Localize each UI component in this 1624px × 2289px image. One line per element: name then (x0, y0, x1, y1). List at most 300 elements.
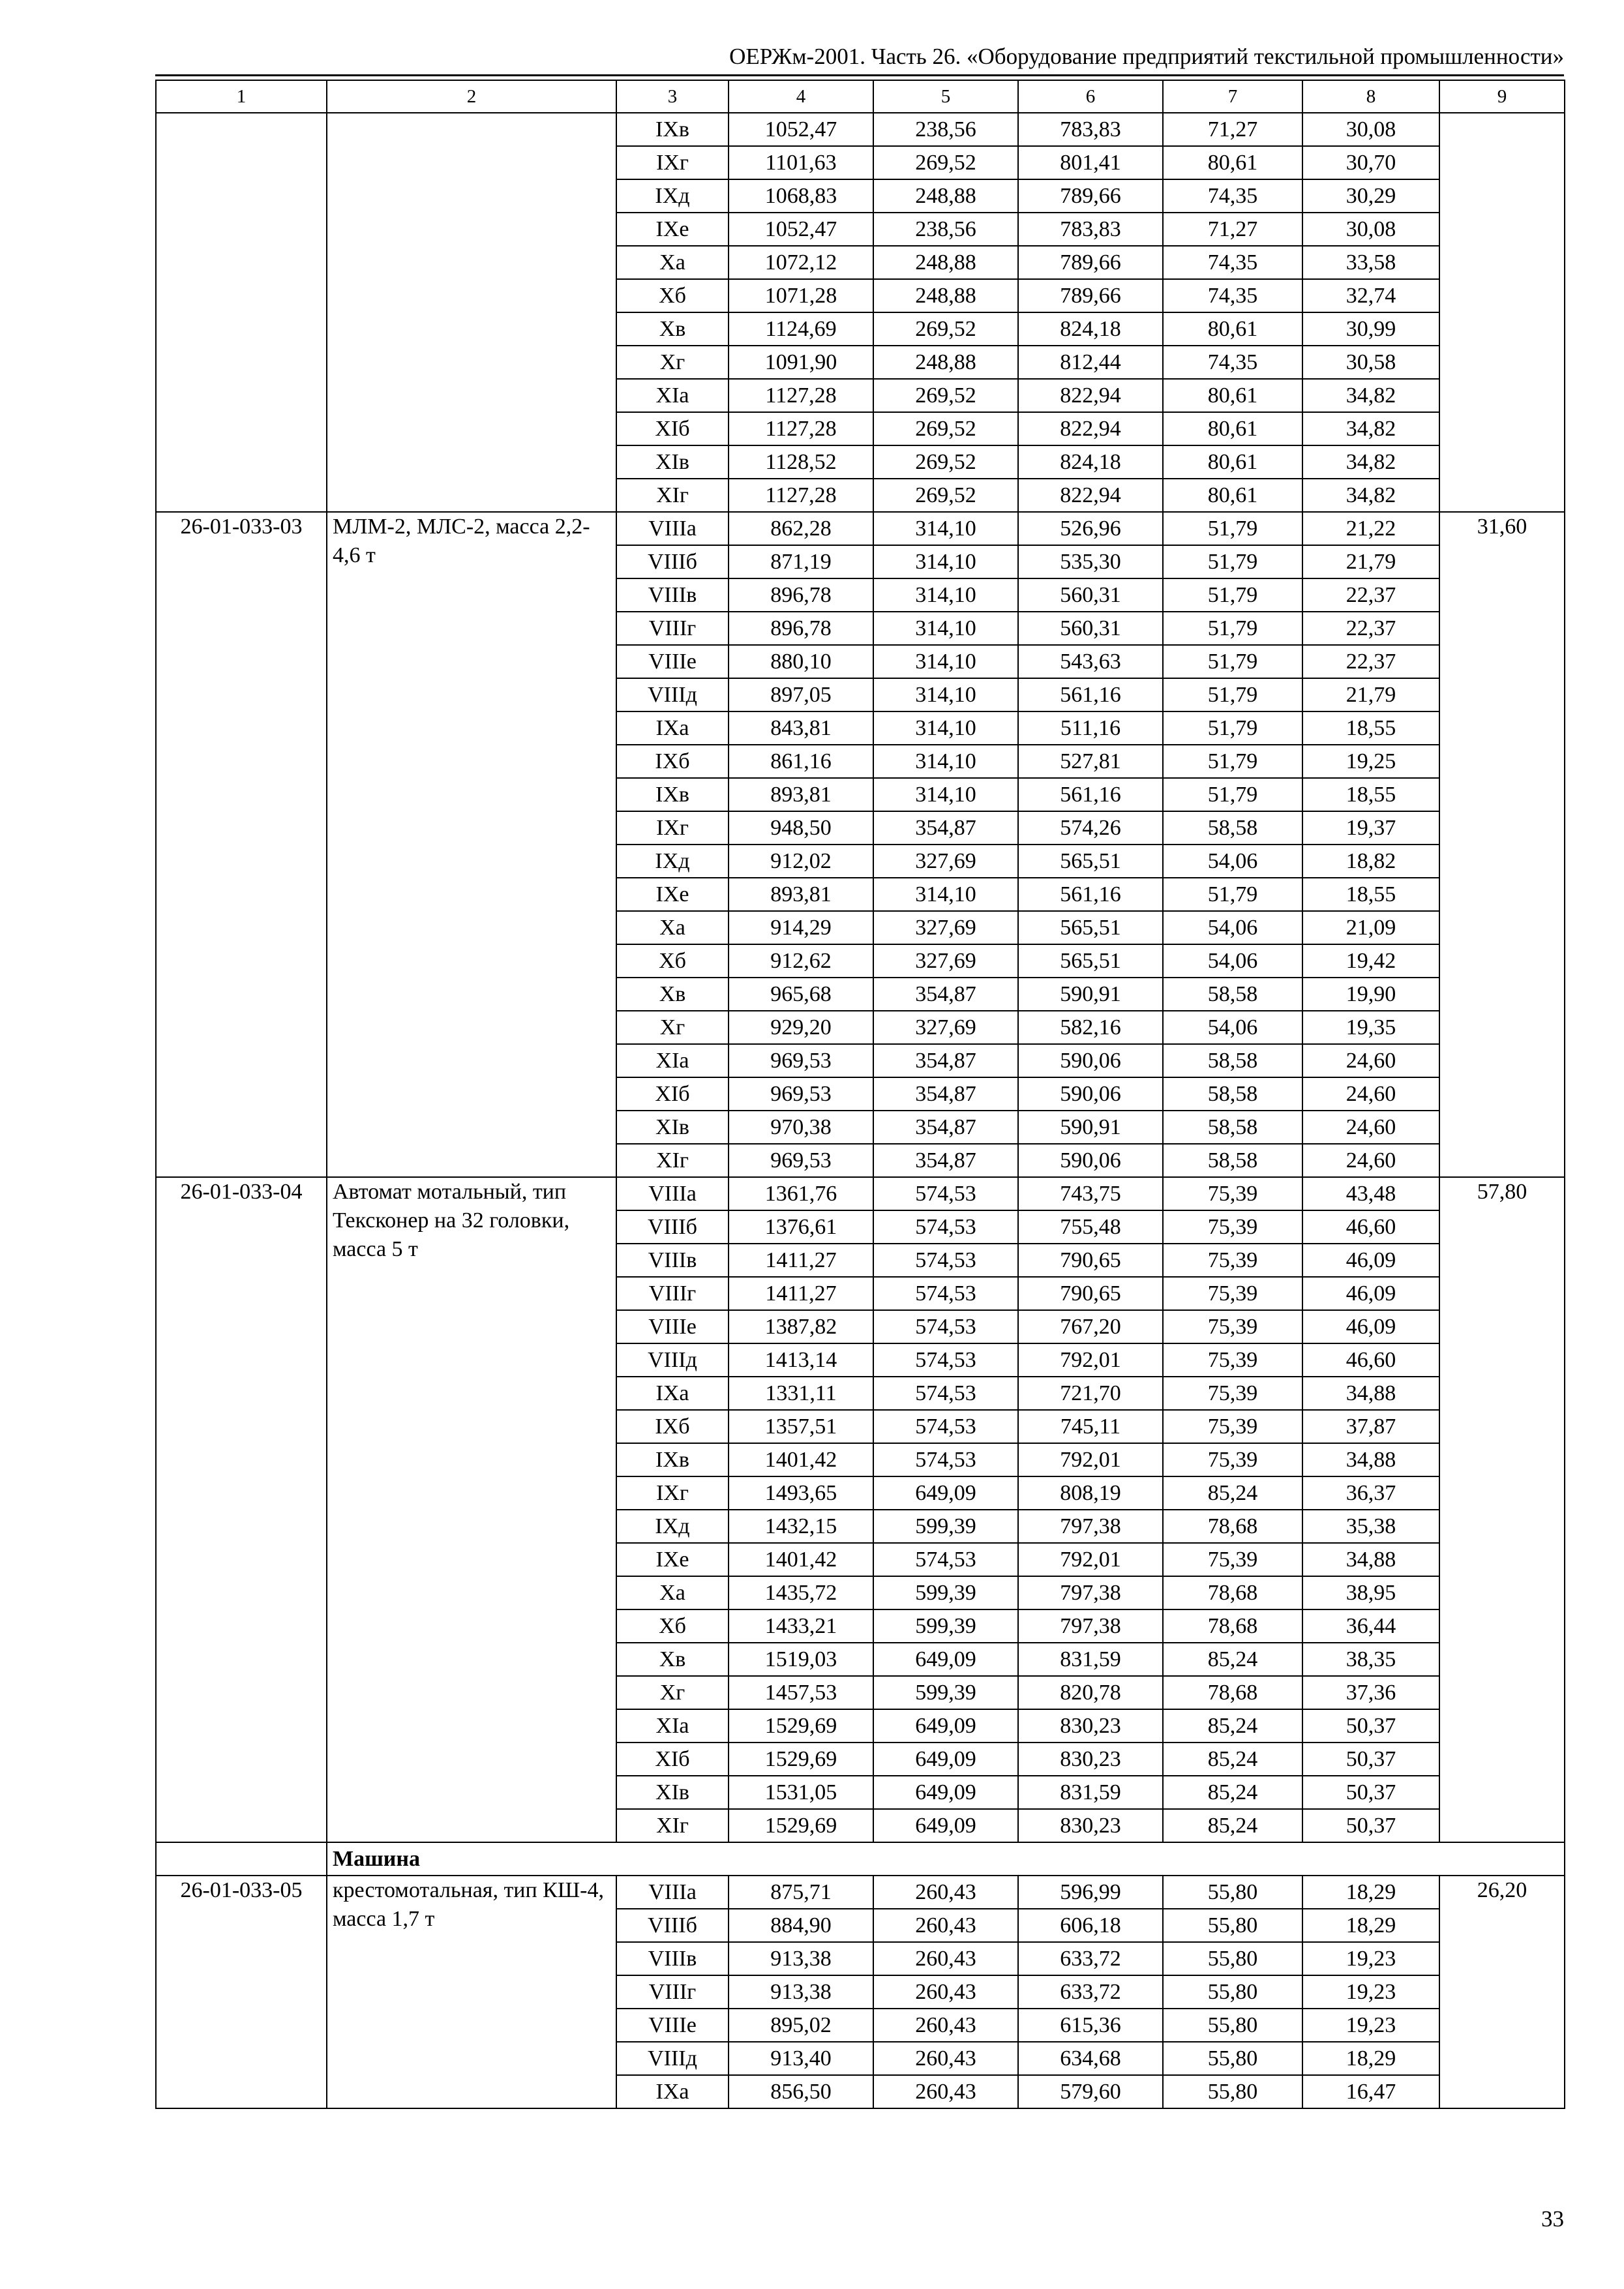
category-cell: IXе (616, 1543, 729, 1576)
machinist-wage-cell: 51,79 (1163, 512, 1302, 545)
category-cell: Xа (616, 246, 729, 279)
total-cost-cell: 843,81 (729, 711, 873, 745)
category-cell: IXв (616, 113, 729, 146)
machinist-wage-cell: 74,35 (1163, 179, 1302, 213)
wage-cost-cell: 248,88 (873, 179, 1018, 213)
wage-cost-cell: 314,10 (873, 645, 1018, 678)
total-cost-cell: 893,81 (729, 778, 873, 811)
total-cost-cell: 1519,03 (729, 1643, 873, 1676)
category-cell: VIIIа (616, 1177, 729, 1210)
material-cost-cell: 24,60 (1302, 1044, 1439, 1077)
category-cell: XIв (616, 1111, 729, 1144)
material-cost-cell: 24,60 (1302, 1144, 1439, 1177)
category-cell: XIб (616, 1743, 729, 1776)
total-cost-cell: 875,71 (729, 1876, 873, 1909)
wage-cost-cell: 327,69 (873, 911, 1018, 944)
total-cost-cell: 1413,14 (729, 1343, 873, 1377)
material-cost-cell: 46,60 (1302, 1343, 1439, 1377)
machine-cost-cell: 565,51 (1018, 845, 1163, 878)
column-number: 5 (873, 80, 1018, 113)
total-cost-cell: 897,05 (729, 678, 873, 711)
machine-cost-cell: 596,99 (1018, 1876, 1163, 1909)
page-header-title: ОЕРЖм-2001. Часть 26. «Оборудование предприятий текстильной промышленности» (729, 44, 1564, 69)
machinist-wage-cell: 54,06 (1163, 1011, 1302, 1044)
category-cell: XIа (616, 1709, 729, 1743)
wage-cost-cell: 327,69 (873, 944, 1018, 978)
machinist-wage-cell: 75,39 (1163, 1210, 1302, 1244)
column-number: 1 (156, 80, 327, 113)
machine-cost-cell: 801,41 (1018, 146, 1163, 179)
total-cost-cell: 965,68 (729, 978, 873, 1011)
category-cell: IXг (616, 146, 729, 179)
material-cost-cell: 30,70 (1302, 146, 1439, 179)
machine-cost-cell: 797,38 (1018, 1576, 1163, 1609)
category-cell: Xг (616, 346, 729, 379)
wage-cost-cell: 649,09 (873, 1476, 1018, 1510)
machinist-wage-cell: 58,58 (1163, 1111, 1302, 1144)
machinist-wage-cell: 75,39 (1163, 1277, 1302, 1310)
machinist-wage-cell: 80,61 (1163, 312, 1302, 346)
material-cost-cell: 18,55 (1302, 711, 1439, 745)
material-cost-cell: 18,29 (1302, 1909, 1439, 1942)
material-cost-cell: 34,82 (1302, 379, 1439, 412)
machine-cost-cell: 633,72 (1018, 1975, 1163, 2009)
material-cost-cell: 37,36 (1302, 1676, 1439, 1709)
category-cell: VIIIа (616, 1876, 729, 1909)
total-cost-cell: 1411,27 (729, 1277, 873, 1310)
machine-cost-cell: 792,01 (1018, 1343, 1163, 1377)
machine-cost-cell: 543,63 (1018, 645, 1163, 678)
total-cost-cell: 1127,28 (729, 379, 873, 412)
wage-cost-cell: 314,10 (873, 678, 1018, 711)
column-number-row (156, 80, 1565, 113)
header-rule (155, 74, 1564, 76)
total-cost-cell: 893,81 (729, 878, 873, 911)
material-cost-cell: 18,82 (1302, 845, 1439, 878)
category-cell: Xв (616, 978, 729, 1011)
column-number: 6 (1018, 80, 1163, 113)
wage-cost-cell: 260,43 (873, 1942, 1018, 1975)
machinist-wage-cell: 51,79 (1163, 578, 1302, 612)
material-cost-cell: 30,08 (1302, 213, 1439, 246)
wage-cost-cell: 327,69 (873, 845, 1018, 878)
category-cell: IXд (616, 1510, 729, 1543)
wage-cost-cell: 599,39 (873, 1576, 1018, 1609)
machinist-wage-cell: 74,35 (1163, 279, 1302, 312)
material-cost-cell: 19,35 (1302, 1011, 1439, 1044)
category-cell: VIIIв (616, 578, 729, 612)
machine-cost-cell: 822,94 (1018, 379, 1163, 412)
machinist-wage-cell: 75,39 (1163, 1410, 1302, 1443)
material-cost-cell: 33,58 (1302, 246, 1439, 279)
wage-cost-cell: 260,43 (873, 2009, 1018, 2042)
wage-cost-cell: 574,53 (873, 1543, 1018, 1576)
rate-code: 26-01-033-03 (156, 512, 327, 1177)
total-cost-cell: 948,50 (729, 811, 873, 845)
total-cost-cell: 914,29 (729, 911, 873, 944)
category-cell: XIг (616, 1144, 729, 1177)
machinist-wage-cell: 78,68 (1163, 1510, 1302, 1543)
labor-value-cell: 31,60 (1439, 512, 1565, 1177)
machinist-wage-cell: 55,80 (1163, 1942, 1302, 1975)
wage-cost-cell: 574,53 (873, 1343, 1018, 1377)
category-cell: VIIIв (616, 1244, 729, 1277)
machine-cost-cell: 789,66 (1018, 179, 1163, 213)
material-cost-cell: 30,58 (1302, 346, 1439, 379)
machinist-wage-cell: 51,79 (1163, 778, 1302, 811)
column-number: 7 (1163, 80, 1302, 113)
machine-cost-cell: 511,16 (1018, 711, 1163, 745)
subheading-label: Машина (327, 1842, 1565, 1876)
total-cost-cell: 1432,15 (729, 1510, 873, 1543)
labor-value-cell: 57,80 (1439, 1177, 1565, 1842)
machine-cost-cell: 590,91 (1018, 1111, 1163, 1144)
material-cost-cell: 37,87 (1302, 1410, 1439, 1443)
machine-cost-cell: 721,70 (1018, 1377, 1163, 1410)
machinist-wage-cell: 51,79 (1163, 545, 1302, 578)
wage-cost-cell: 649,09 (873, 1776, 1018, 1809)
wage-cost-cell: 260,43 (873, 1876, 1018, 1909)
material-cost-cell: 50,37 (1302, 1709, 1439, 1743)
material-cost-cell: 18,55 (1302, 878, 1439, 911)
material-cost-cell: 24,60 (1302, 1077, 1439, 1111)
machine-cost-cell: 820,78 (1018, 1676, 1163, 1709)
machine-cost-cell: 743,75 (1018, 1177, 1163, 1210)
machinist-wage-cell: 80,61 (1163, 412, 1302, 445)
equipment-description (327, 113, 616, 512)
category-cell: IXа (616, 711, 729, 745)
total-cost-cell: 1376,61 (729, 1210, 873, 1244)
total-cost-cell: 1101,63 (729, 146, 873, 179)
machinist-wage-cell: 75,39 (1163, 1244, 1302, 1277)
machinist-wage-cell: 78,68 (1163, 1676, 1302, 1709)
material-cost-cell: 24,60 (1302, 1111, 1439, 1144)
material-cost-cell: 21,09 (1302, 911, 1439, 944)
machine-cost-cell: 783,83 (1018, 113, 1163, 146)
labor-value-cell: 26,20 (1439, 1876, 1565, 2108)
wage-cost-cell: 260,43 (873, 2075, 1018, 2108)
machine-cost-cell: 590,06 (1018, 1144, 1163, 1177)
machine-cost-cell: 633,72 (1018, 1942, 1163, 1975)
machine-cost-cell: 831,59 (1018, 1776, 1163, 1809)
total-cost-cell: 929,20 (729, 1011, 873, 1044)
total-cost-cell: 1531,05 (729, 1776, 873, 1809)
total-cost-cell: 1387,82 (729, 1310, 873, 1343)
wage-cost-cell: 269,52 (873, 479, 1018, 512)
material-cost-cell: 46,09 (1302, 1244, 1439, 1277)
material-cost-cell: 18,55 (1302, 778, 1439, 811)
wage-cost-cell: 574,53 (873, 1244, 1018, 1277)
column-number: 3 (616, 80, 729, 113)
total-cost-cell: 969,53 (729, 1077, 873, 1111)
material-cost-cell: 34,88 (1302, 1543, 1439, 1576)
total-cost-cell: 862,28 (729, 512, 873, 545)
machinist-wage-cell: 80,61 (1163, 445, 1302, 479)
total-cost-cell: 1068,83 (729, 179, 873, 213)
total-cost-cell: 1127,28 (729, 412, 873, 445)
total-cost-cell: 1072,12 (729, 246, 873, 279)
category-cell: XIг (616, 1809, 729, 1842)
material-cost-cell: 32,74 (1302, 279, 1439, 312)
rate-code: 26-01-033-05 (156, 1876, 327, 2108)
wage-cost-cell: 354,87 (873, 1044, 1018, 1077)
category-cell: Xб (616, 944, 729, 978)
wage-cost-cell: 314,10 (873, 711, 1018, 745)
subheading-row (156, 1842, 1565, 1876)
material-cost-cell: 30,08 (1302, 113, 1439, 146)
category-cell: Xв (616, 312, 729, 346)
total-cost-cell: 861,16 (729, 745, 873, 778)
rates-table (155, 80, 1565, 2109)
category-cell: IXе (616, 878, 729, 911)
machinist-wage-cell: 80,61 (1163, 379, 1302, 412)
column-number: 2 (327, 80, 616, 113)
material-cost-cell: 38,95 (1302, 1576, 1439, 1609)
machinist-wage-cell: 51,79 (1163, 745, 1302, 778)
page-number: 33 (1541, 2206, 1564, 2232)
material-cost-cell: 19,37 (1302, 811, 1439, 845)
machinist-wage-cell: 58,58 (1163, 1077, 1302, 1111)
machinist-wage-cell: 55,80 (1163, 1876, 1302, 1909)
machine-cost-cell: 830,23 (1018, 1743, 1163, 1776)
material-cost-cell: 34,82 (1302, 412, 1439, 445)
wage-cost-cell: 260,43 (873, 2042, 1018, 2075)
machinist-wage-cell: 74,35 (1163, 246, 1302, 279)
category-cell: VIIIе (616, 2009, 729, 2042)
machine-cost-cell: 789,66 (1018, 246, 1163, 279)
wage-cost-cell: 574,53 (873, 1410, 1018, 1443)
machinist-wage-cell: 51,79 (1163, 645, 1302, 678)
machinist-wage-cell: 80,61 (1163, 146, 1302, 179)
machine-cost-cell: 590,06 (1018, 1077, 1163, 1111)
material-cost-cell: 34,82 (1302, 479, 1439, 512)
machinist-wage-cell: 85,24 (1163, 1709, 1302, 1743)
wage-cost-cell: 238,56 (873, 113, 1018, 146)
machine-cost-cell: 830,23 (1018, 1809, 1163, 1842)
material-cost-cell: 21,22 (1302, 512, 1439, 545)
category-cell: IXб (616, 1410, 729, 1443)
machine-cost-cell: 797,38 (1018, 1609, 1163, 1643)
category-cell: VIIIг (616, 1975, 729, 2009)
total-cost-cell: 1361,76 (729, 1177, 873, 1210)
category-cell: XIв (616, 445, 729, 479)
machine-cost-cell: 792,01 (1018, 1543, 1163, 1576)
wage-cost-cell: 649,09 (873, 1809, 1018, 1842)
machine-cost-cell: 792,01 (1018, 1443, 1163, 1476)
wage-cost-cell: 269,52 (873, 445, 1018, 479)
category-cell: Xв (616, 1643, 729, 1676)
machinist-wage-cell: 78,68 (1163, 1609, 1302, 1643)
material-cost-cell: 43,48 (1302, 1177, 1439, 1210)
material-cost-cell: 46,09 (1302, 1310, 1439, 1343)
category-cell: Xб (616, 279, 729, 312)
machine-cost-cell: 615,36 (1018, 2009, 1163, 2042)
machine-cost-cell: 561,16 (1018, 878, 1163, 911)
category-cell: IXе (616, 213, 729, 246)
table-row (156, 113, 1565, 146)
machine-cost-cell: 824,18 (1018, 445, 1163, 479)
wage-cost-cell: 314,10 (873, 878, 1018, 911)
category-cell: IXв (616, 778, 729, 811)
wage-cost-cell: 238,56 (873, 213, 1018, 246)
machinist-wage-cell: 54,06 (1163, 911, 1302, 944)
material-cost-cell: 38,35 (1302, 1643, 1439, 1676)
wage-cost-cell: 354,87 (873, 1144, 1018, 1177)
machinist-wage-cell: 54,06 (1163, 944, 1302, 978)
machine-cost-cell: 579,60 (1018, 2075, 1163, 2108)
labor-value-cell (1439, 113, 1565, 512)
material-cost-cell: 50,37 (1302, 1776, 1439, 1809)
machine-cost-cell: 755,48 (1018, 1210, 1163, 1244)
machinist-wage-cell: 75,39 (1163, 1377, 1302, 1410)
machine-cost-cell: 527,81 (1018, 745, 1163, 778)
wage-cost-cell: 314,10 (873, 578, 1018, 612)
wage-cost-cell: 574,53 (873, 1277, 1018, 1310)
machinist-wage-cell: 58,58 (1163, 1144, 1302, 1177)
category-cell: IXд (616, 179, 729, 213)
wage-cost-cell: 354,87 (873, 978, 1018, 1011)
machinist-wage-cell: 71,27 (1163, 113, 1302, 146)
machinist-wage-cell: 54,06 (1163, 845, 1302, 878)
material-cost-cell: 50,37 (1302, 1743, 1439, 1776)
category-cell: VIIIб (616, 545, 729, 578)
machinist-wage-cell: 55,80 (1163, 2075, 1302, 2108)
machinist-wage-cell: 78,68 (1163, 1576, 1302, 1609)
machinist-wage-cell: 80,61 (1163, 479, 1302, 512)
category-cell: VIIIе (616, 1310, 729, 1343)
wage-cost-cell: 260,43 (873, 1909, 1018, 1942)
total-cost-cell: 1529,69 (729, 1709, 873, 1743)
total-cost-cell: 912,62 (729, 944, 873, 978)
machinist-wage-cell: 85,24 (1163, 1809, 1302, 1842)
total-cost-cell: 1457,53 (729, 1676, 873, 1709)
material-cost-cell: 30,29 (1302, 179, 1439, 213)
total-cost-cell: 1529,69 (729, 1809, 873, 1842)
wage-cost-cell: 599,39 (873, 1676, 1018, 1709)
machinist-wage-cell: 75,39 (1163, 1177, 1302, 1210)
machine-cost-cell: 783,83 (1018, 213, 1163, 246)
total-cost-cell: 1401,42 (729, 1443, 873, 1476)
material-cost-cell: 34,88 (1302, 1377, 1439, 1410)
table-row (156, 512, 1565, 545)
machinist-wage-cell: 71,27 (1163, 213, 1302, 246)
material-cost-cell: 19,23 (1302, 1942, 1439, 1975)
material-cost-cell: 22,37 (1302, 578, 1439, 612)
rate-code (156, 113, 327, 512)
machinist-wage-cell: 75,39 (1163, 1310, 1302, 1343)
category-cell: XIб (616, 412, 729, 445)
total-cost-cell: 913,40 (729, 2042, 873, 2075)
wage-cost-cell: 649,09 (873, 1643, 1018, 1676)
category-cell: XIа (616, 1044, 729, 1077)
total-cost-cell: 1331,11 (729, 1377, 873, 1410)
wage-cost-cell: 314,10 (873, 545, 1018, 578)
category-cell: VIIIг (616, 612, 729, 645)
material-cost-cell: 22,37 (1302, 612, 1439, 645)
material-cost-cell: 34,82 (1302, 445, 1439, 479)
total-cost-cell: 1052,47 (729, 113, 873, 146)
wage-cost-cell: 314,10 (873, 778, 1018, 811)
machinist-wage-cell: 51,79 (1163, 878, 1302, 911)
category-cell: VIIIд (616, 678, 729, 711)
column-number: 4 (729, 80, 873, 113)
machinist-wage-cell: 85,24 (1163, 1743, 1302, 1776)
machine-cost-cell: 535,30 (1018, 545, 1163, 578)
total-cost-cell: 896,78 (729, 578, 873, 612)
material-cost-cell: 19,23 (1302, 2009, 1439, 2042)
wage-cost-cell: 269,52 (873, 412, 1018, 445)
material-cost-cell: 18,29 (1302, 1876, 1439, 1909)
machinist-wage-cell: 75,39 (1163, 1343, 1302, 1377)
machine-cost-cell: 797,38 (1018, 1510, 1163, 1543)
category-cell: VIIIд (616, 2042, 729, 2075)
total-cost-cell: 913,38 (729, 1942, 873, 1975)
wage-cost-cell: 574,53 (873, 1310, 1018, 1343)
wage-cost-cell: 314,10 (873, 612, 1018, 645)
equipment-description: Автомат мотальный, тип Тексконер на 32 головки, масса 5 т (327, 1177, 616, 1842)
total-cost-cell: 970,38 (729, 1111, 873, 1144)
category-cell: VIIIг (616, 1277, 729, 1310)
wage-cost-cell: 599,39 (873, 1609, 1018, 1643)
machine-cost-cell: 745,11 (1018, 1410, 1163, 1443)
total-cost-cell: 1128,52 (729, 445, 873, 479)
equipment-description: крестомотальная, тип КШ-4, масса 1,7 т (327, 1876, 616, 2108)
wage-cost-cell: 354,87 (873, 811, 1018, 845)
machinist-wage-cell: 51,79 (1163, 678, 1302, 711)
machine-cost-cell: 560,31 (1018, 578, 1163, 612)
total-cost-cell: 1435,72 (729, 1576, 873, 1609)
machine-cost-cell: 606,18 (1018, 1909, 1163, 1942)
total-cost-cell: 1357,51 (729, 1410, 873, 1443)
machinist-wage-cell: 75,39 (1163, 1543, 1302, 1576)
machine-cost-cell: 824,18 (1018, 312, 1163, 346)
machine-cost-cell: 822,94 (1018, 479, 1163, 512)
wage-cost-cell: 269,52 (873, 312, 1018, 346)
table-row (156, 1177, 1565, 1210)
material-cost-cell: 16,47 (1302, 2075, 1439, 2108)
category-cell: IXб (616, 745, 729, 778)
wage-cost-cell: 574,53 (873, 1377, 1018, 1410)
total-cost-cell: 1127,28 (729, 479, 873, 512)
wage-cost-cell: 269,52 (873, 379, 1018, 412)
category-cell: VIIIа (616, 512, 729, 545)
machinist-wage-cell: 51,79 (1163, 612, 1302, 645)
table-body (156, 80, 1565, 2108)
machinist-wage-cell: 55,80 (1163, 2009, 1302, 2042)
machinist-wage-cell: 58,58 (1163, 1044, 1302, 1077)
material-cost-cell: 35,38 (1302, 1510, 1439, 1543)
total-cost-cell: 884,90 (729, 1909, 873, 1942)
rate-code: 26-01-033-04 (156, 1177, 327, 1842)
total-cost-cell: 1124,69 (729, 312, 873, 346)
machinist-wage-cell: 55,80 (1163, 1975, 1302, 2009)
material-cost-cell: 19,90 (1302, 978, 1439, 1011)
machinist-wage-cell: 58,58 (1163, 978, 1302, 1011)
total-cost-cell: 1052,47 (729, 213, 873, 246)
machine-cost-cell: 590,06 (1018, 1044, 1163, 1077)
machinist-wage-cell: 74,35 (1163, 346, 1302, 379)
category-cell: IXг (616, 811, 729, 845)
wage-cost-cell: 574,53 (873, 1177, 1018, 1210)
category-cell: VIIIд (616, 1343, 729, 1377)
machine-cost-cell: 565,51 (1018, 911, 1163, 944)
total-cost-cell: 1433,21 (729, 1609, 873, 1643)
material-cost-cell: 46,09 (1302, 1277, 1439, 1310)
category-cell: IXа (616, 2075, 729, 2108)
wage-cost-cell: 248,88 (873, 246, 1018, 279)
category-cell: IXв (616, 1443, 729, 1476)
category-cell: VIIIв (616, 1942, 729, 1975)
